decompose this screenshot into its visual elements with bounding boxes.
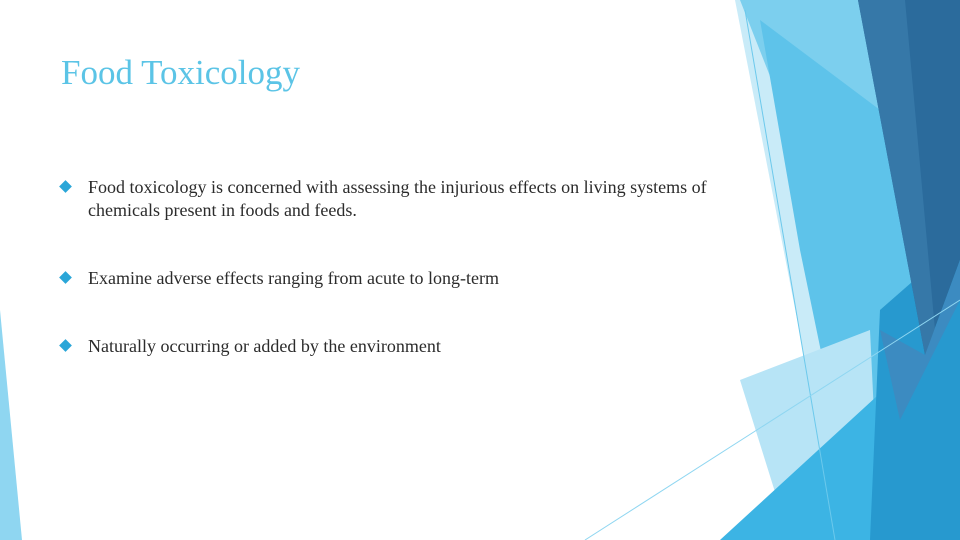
diamond-bullet-icon: [59, 180, 72, 193]
diamond-bullet-icon: [59, 339, 72, 352]
bullet-item: [60, 176, 710, 222]
bullet-list: [60, 176, 710, 358]
bullet-item: [60, 267, 710, 290]
left-edge-sliver: [0, 310, 22, 540]
bullet-item: [60, 335, 710, 358]
slide-title: Food Toxicology: [61, 53, 301, 92]
bullet-text: Food toxicology is concerned with assessing the injurious effects on living systems of chemicals present in foods and feeds.: [88, 177, 707, 220]
diamond-bullet-icon: [59, 271, 72, 284]
bullet-text: Naturally occurring or added by the environment: [88, 336, 441, 356]
bullet-text: Examine adverse effects ranging from acute to long-term: [88, 268, 500, 288]
